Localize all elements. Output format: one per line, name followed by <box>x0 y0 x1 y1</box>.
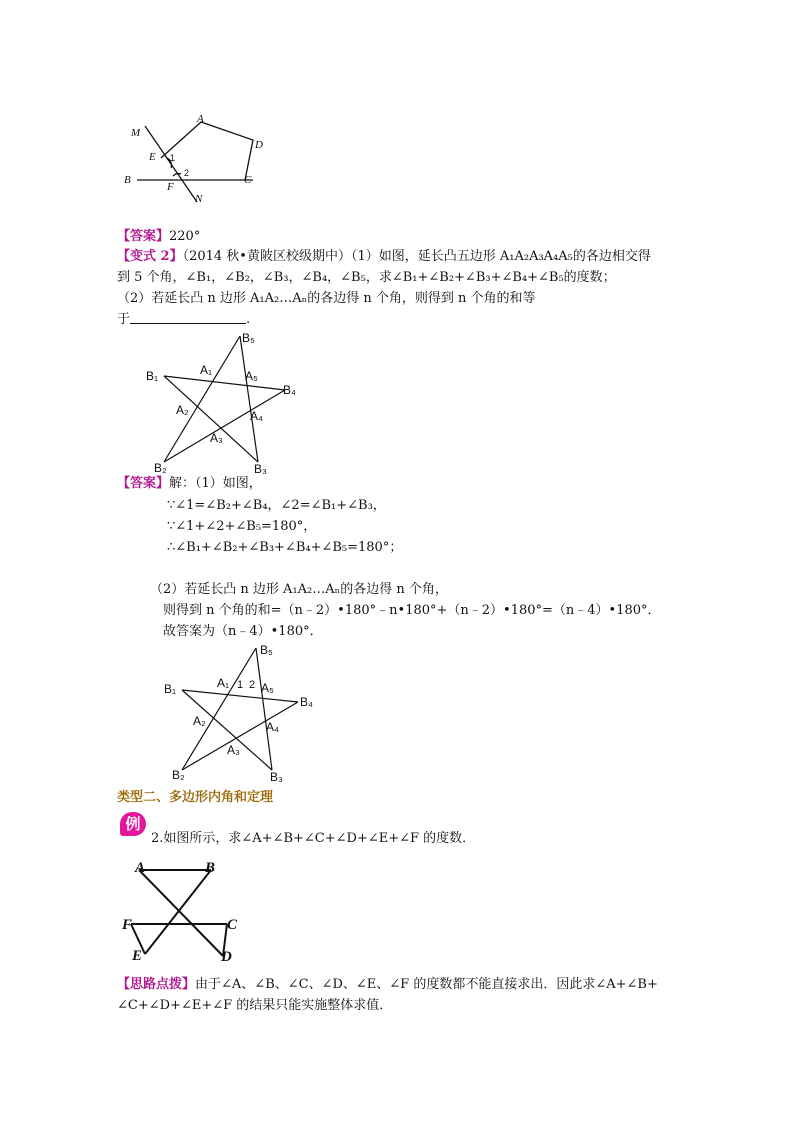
label-B: B <box>205 860 216 876</box>
hint-tag: 【思路点拨】 <box>117 977 196 992</box>
label-B1: B₁ <box>146 369 159 383</box>
label-B1: B₁ <box>164 682 177 696</box>
figure-pentagon-transversal <box>117 110 277 210</box>
label-A2: A₂ <box>193 714 206 728</box>
variant-2-line-2: 到 5 个角，∠B₁，∠B₂，∠B₃，∠B₄，∠B₅，求∠B₁+∠B₂+∠B₃+∠B₄+∠B₅的度数； <box>117 270 616 285</box>
variant-tag: 【变式 2】 <box>117 249 183 264</box>
answer-1 <box>117 228 200 246</box>
answer-step-2: ∵∠1+∠2+∠B₅=180°， <box>167 519 317 534</box>
answer-2-intro <box>117 475 262 493</box>
answer-step-1: ∵∠1=∠B₂+∠B₄，∠2=∠B₁+∠B₃， <box>167 498 386 513</box>
label-A: A <box>135 860 146 876</box>
figure-star-2 <box>160 640 330 786</box>
variant-text-4: 于 <box>117 312 131 327</box>
label-D: D <box>221 949 232 964</box>
hint-line-2: ∠C+∠D+∠E+∠F 的结果只能实施整体求值． <box>117 998 393 1013</box>
example-badge: 例 <box>120 812 146 836</box>
label-A5: A₅ <box>245 369 258 383</box>
section-heading: 类型二、多边形内角和定理 <box>117 790 274 805</box>
label-A3: A₃ <box>227 743 240 757</box>
label-C: C <box>244 174 252 186</box>
label-A4: A₄ <box>250 409 263 423</box>
label-F: F <box>122 917 133 933</box>
figure-star-1 <box>140 328 310 476</box>
label-F: F <box>167 181 174 193</box>
variant-2-line-4: 于 . <box>117 312 251 327</box>
example-2-text: 2.如图所示，求∠A+∠B+∠C+∠D+∠E+∠F 的度数． <box>151 831 476 846</box>
label-B3: B₃ <box>254 462 267 476</box>
label-A1: A₁ <box>200 363 213 377</box>
label-A5: A₅ <box>261 681 274 695</box>
answer-blank <box>130 311 246 324</box>
variant-text-1: （2014 秋•黄陂区校级期中）（1）如图，延长凸五边形 A₁A₂A₃A₄A₅的各边相交得 <box>182 249 651 264</box>
answer-intro: 解：（1）如图， <box>169 476 262 491</box>
label-B2: B₂ <box>172 768 185 782</box>
variant-2-line-1 <box>117 248 651 266</box>
answer-value: 220° <box>169 229 201 244</box>
angle-1-label: 1 <box>170 153 176 163</box>
label-A4: A₄ <box>266 720 279 734</box>
angle-2-label: 2 <box>184 168 190 178</box>
answer-tag-2: 【答案】 <box>117 476 170 491</box>
hint-line-1 <box>117 976 658 994</box>
variant-2-line-3: （2）若延长凸 n 边形 A₁A₂…Aₙ的各边得 n 个角，则得到 n 个角的和等 <box>117 291 536 306</box>
label-B3: B₃ <box>270 770 283 784</box>
label-B5: B₅ <box>242 331 255 345</box>
figure-bowtie <box>117 852 252 964</box>
angle-1-label: 1 <box>237 679 244 691</box>
answer-part2-line-2: 则得到 n 个角的和=（n﹣2）•180°﹣n•180°+（n﹣2）•180°=（n﹣4）•180°． <box>163 603 661 618</box>
label-A2: A₂ <box>176 403 189 417</box>
label-B2: B₂ <box>154 461 167 475</box>
label-E: E <box>132 948 143 964</box>
label-M: M <box>131 127 141 139</box>
label-N: N <box>195 193 203 205</box>
answer-step-3: ∴∠B₁+∠B₂+∠B₃+∠B₄+∠B₅=180°； <box>167 540 403 555</box>
label-B4: B₄ <box>300 695 313 709</box>
label-A3: A₃ <box>210 431 223 445</box>
answer-tag: 【答案】 <box>117 229 170 244</box>
label-B5: B₅ <box>260 643 273 657</box>
answer-part2-line-1: （2）若延长凸 n 边形 A₁A₂…Aₙ的各边得 n 个角， <box>150 582 448 597</box>
answer-part2-line-3: 故答案为（n﹣4）•180°． <box>163 624 323 639</box>
label-B4: B₄ <box>283 383 296 397</box>
label-C: C <box>227 917 238 933</box>
label-A: A <box>197 113 204 125</box>
label-A1: A₁ <box>217 676 230 690</box>
label-B: B <box>124 174 131 186</box>
hint-text-1: 由于∠A、∠B、∠C、∠D、∠E、∠F 的度数都不能直接求出．因此求∠A+∠B+ <box>195 977 658 992</box>
label-D: D <box>255 139 263 151</box>
angle-2-label: 2 <box>249 679 256 691</box>
label-E: E <box>149 151 156 163</box>
